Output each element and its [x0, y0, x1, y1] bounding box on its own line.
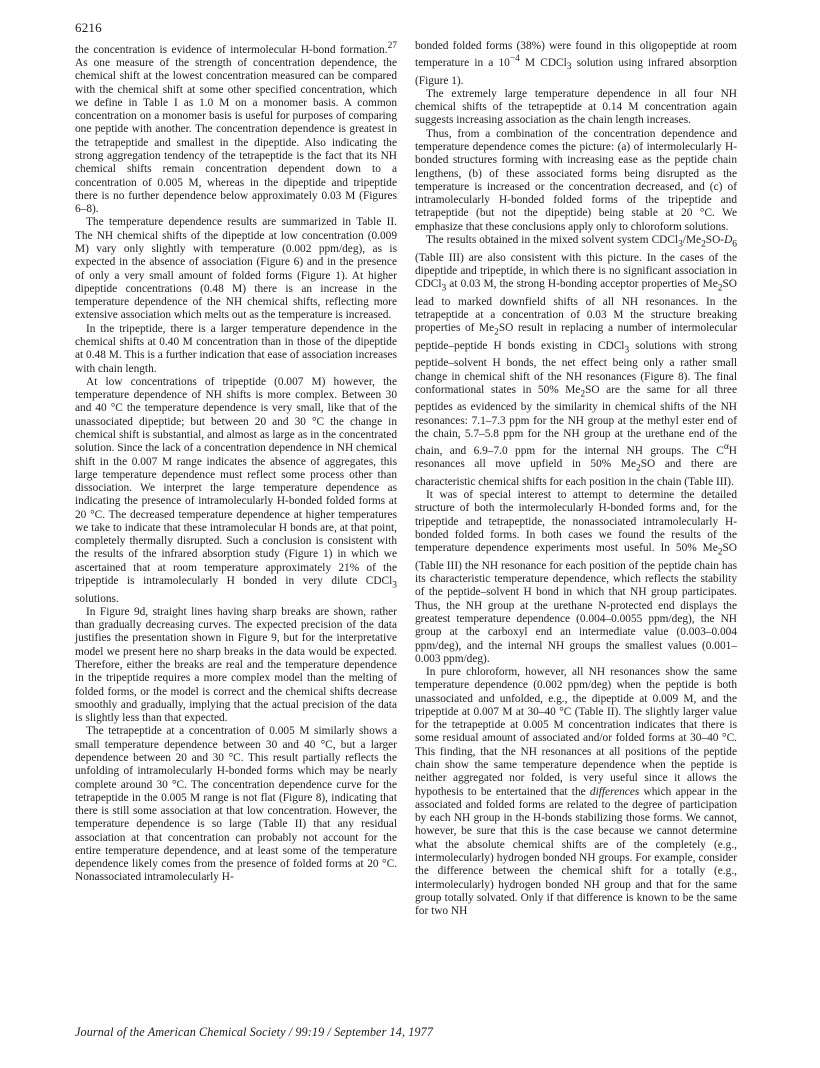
- paragraph: the concentration is evidence of intermolecular H-bond formation.$^{27}$ As one measure of the strength of concentration dependence, the chemical shift at the lowest concentration measured can be compared with the chemical shift at some other specified concentration, which we define in Table I as 1.0 M on a monomer basis. A common concentration on a monomer basis is useful for purposes of comparing one peptide with another. The concentration dependence is greatest in the tetrapeptide and smallest in the dipeptide. Also indicating the strong aggregation tendency of the tetrapeptide is the fact that its NH chemical shifts remain concentration dependent down to a concentration of 0.005 M, whereas in the dipeptide and tripeptide there is no further dependence below approximately 0.03 M (Figures 6–8).: [75, 41, 397, 216]
- paragraph: The results obtained in the mixed solvent system $CDCl_3/Me_2SO-D_6$ (Table III) are also consistent with this picture. In the cases of the dipeptide and tripeptide, in which there is no significant association in CDCl$_3$ at 0.03 M, the strong H-bonding acceptor properties of $Me_2SO$ lead to marked downfield shifts of all NH resonances. In the tetrapeptide at a concentration of 0.03 M the structure breaking properties of $Me_2SO$ result in replacing a number of intermolecular peptide–peptide H bonds existing in CDCl$_3$ solutions with strong peptide–solvent H bonds, the net effect being only a rather small change in chemical shift of the NH resonances (Figure 8). The final conformational states in 50% $Me_2SO$ are the same for all three peptides as evidenced by the similarity in chemical shifts of the NH resonances: 7.1–7.3 ppm for the NH group at the methyl ester end of the chain, 5.7–5.8 ppm for the NH group at the urethane end of the chain, and 6.9–7.0 ppm for the internal NH groups. The $C^\alpha H$ resonances all move upfield in 50% $Me_2SO$ and there are characteristic chemical shifts for each position in the chain (Table III).: [415, 233, 738, 488]
- paragraph: In Figure 9d, straight lines having sharp breaks are shown, rather than gradually decreasing curves. The expected precision of the data justifies the presentation shown in Figure 9, but for the interpretative model we present here no sharp breaks in the data would be expected. Therefore, either the breaks are real and the temperature dependence in the tripeptide requires a more complex model than the melting of folded forms, or the model is correct and the chemical shifts decrease smoothly and gradually, implying that the actual precision of the data is slightly less than that expected.: [75, 605, 397, 725]
- journal-footer: Journal of the American Chemical Society / 99:19 / September 14, 1977: [75, 1025, 434, 1039]
- left-text-column: [75, 40, 397, 885]
- paragraph: Thus, from a combination of the concentration dependence and temperature dependence comes the picture: (a) of intermolecularly H-bonded structures forming with increasing ease as the peptide chain lengthens, (b) of these associated forms being disrupted as the temperature is increased or the concentration decreased, and (c) of intramolecularly H-bonded folded forms of the tripeptide and tetrapeptide (but not the dipeptide) being stable at 20 °C. We emphasize that these conclusions apply only to chloroform solutions.: [415, 127, 737, 233]
- paragraph: In pure chloroform, however, all NH resonances show the same temperature dependence (0.002 ppm/deg) when the peptide is both unassociated and unfolded, e.g., the dipeptide at 0.009 M, and the tripeptide at 0.007 M at 30–40 °C (Table II). The slightly larger value for the tetrapeptide at 0.005 M concentration indicates that there is some residual amount of associated and/or folded forms at 30–40 °C. This finding, that the NH resonances at all positions of the peptide chain show the same temperature dependence when the peptide is neither aggregated nor folded, is very useful since it allows the hypothesis to be entertained that the differences which appear in the associated and folded forms are related to the degree of participation by each NH group in the H-bonds stabilizing those forms. We cannot, however, be sure that this is the case because we cannot determine what the absolute chemical shifts are of the completely (e.g., intermolecularly) hydrogen bonded NH groups. For example, consider the difference between the chemical shift for a totally (e.g., intermolecularly) hydrogen bonded NH group and that for the same group totally solvated. Only if that difference is known to be the same for two NH: [415, 666, 737, 918]
- paragraph: At low concentrations of tripeptide (0.007 M) however, the temperature dependence of NH shifts is more complex. Between 30 and 40 °C the temperature dependence is very small, like that of the unassociated dipeptide; but between 20 and 30 °C the change in chemical shift is substantial, and almost as large as in the concentrated solution. Since the lack of a concentration dependence in NH chemical shift in the 0.007 M range indicates the absence of aggregates, this large temperature dependence must reflect some process other than dissociation. We interpret the large temperature dependence as indicating the presence of intramolecularly H-bonded folded forms at 20 °C. The decreased temperature dependence at higher temperatures we take to indicate that these intramolecular H bonds are, at that point, completely thermally disrupted. Such a conclusion is consistent with the results of the infrared absorption study (Figure 1) in which we ascertained that at room temperature approximately 21% of the tripeptide is intramolecularly H bonded in very dilute CDCl$_3$ solutions.: [75, 375, 397, 605]
- right-text-column: [415, 40, 737, 918]
- paragraph: In the tripeptide, there is a larger temperature dependence in the chemical shifts at 0.40 M concentration than in those of the dipeptide at 0.48 M. This is a further indication that ease of association increases with chain length.: [75, 322, 397, 375]
- paragraph: bonded folded forms (38%) were found in this oligopeptide at room temperature in a $10^{-4}$ M CDCl$_3$ solution using infrared absorption (Figure 1).: [415, 40, 737, 87]
- page-number: 6216: [75, 20, 102, 35]
- paragraph: The extremely large temperature dependence in all four NH chemical shifts of the tetrapeptide at 0.14 M concentration again suggests increasing association as the chain length increases.: [415, 87, 737, 127]
- paragraph: It was of special interest to attempt to determine the detailed structure of both the intermolecularly H-bonded forms and, for the tripeptide and tetrapeptide, the nonassociated intramolecularly H-bonded folded forms. In both cases we found the results of the temperature dependence experiments most useful. In 50% $Me_2SO$ (Table III) the NH resonance for each position of the peptide chain has its characteristic temperature dependence, which reflects the stability of the peptide–solvent H bond in which that NH group participates. Thus, the NH group at the urethane N-protected end displays the greatest temperature dependence (0.004–0.0055 ppm/deg), the NH group at the carboxyl end an intermediate value (0.003–0.004 ppm/deg), and the internal NH groups the smallest values (0.001–0.003 ppm/deg).: [415, 489, 737, 665]
- paragraph: The temperature dependence results are summarized in Table II. The NH chemical shifts of the dipeptide at low concentration (0.009 M) vary only slightly with temperature (0.002 ppm/deg), as is expected in the absence of association (Figure 6) and in the presence of only a very small amount of folded forms (Figure 1). At higher dipeptide concentrations (0.48 M) there is an increase in the temperature dependence of the NH chemical shifts, reflecting more extensive association which melts out as the temperature is increased.: [75, 216, 397, 322]
- paragraph: The tetrapeptide at a concentration of 0.005 M similarly shows a small temperature dependence between 30 and 40 °C, but a larger dependence between 20 and 30 °C. This result partially reflects the unfolding of intramolecularly H-bonded forms which may be nearly complete around 30 °C. The concentration dependence curve for the tetrapeptide in the 0.005 M range is not flat (Figure 8), indicating that there is still some association at that low concentration. However, the temperature dependence is so large (Table II) that any residual association at that concentration can probably not account for the entire temperature dependence, and at least some of the temperature dependence likely comes from the presence of folded forms at 20 °C. Nonassociated intramolecularly H-: [75, 725, 397, 884]
